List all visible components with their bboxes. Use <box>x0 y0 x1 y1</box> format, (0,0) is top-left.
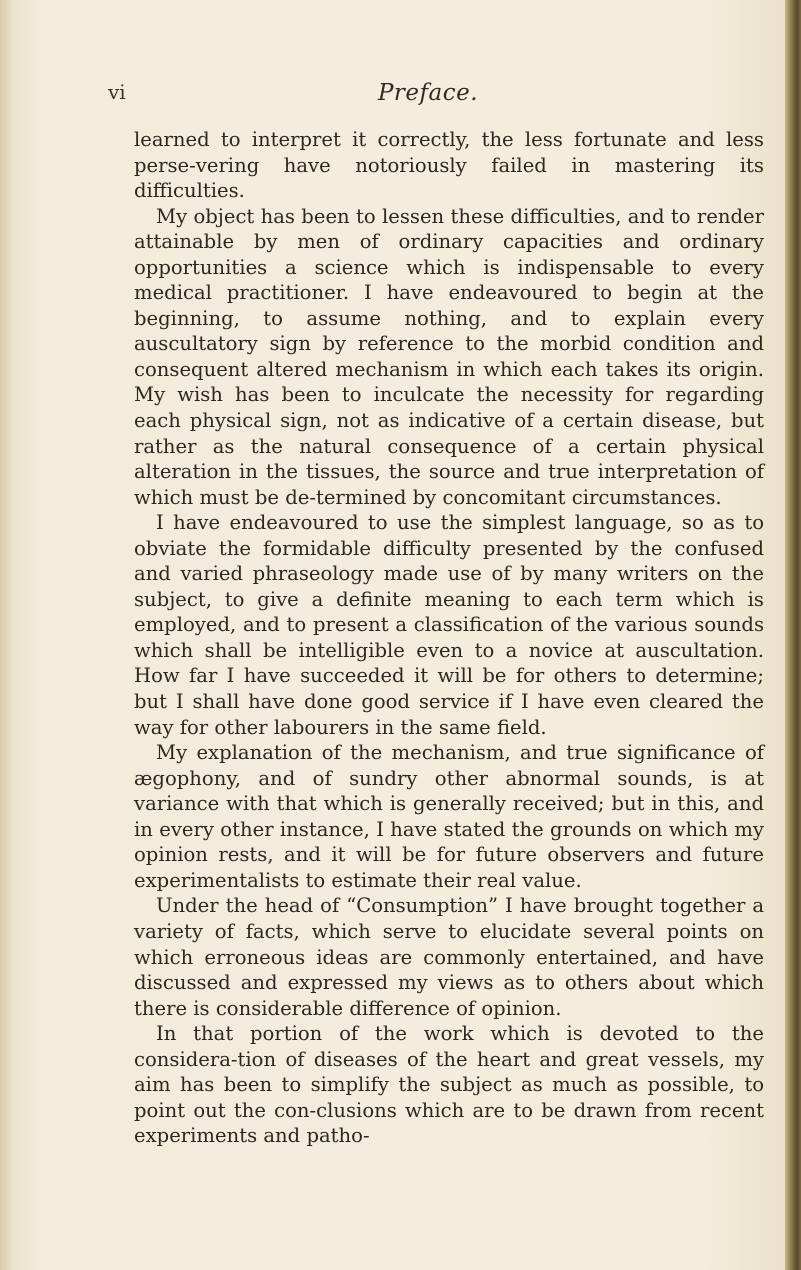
book-spine-edge <box>785 0 801 1270</box>
page-header <box>108 80 748 120</box>
paragraph: My explanation of the mechanism, and true significance of ægophony, and of sundry other abnormal sounds, is at variance with that which is generally received; but in this, and in every other instance, I have stated the grounds on which my opinion rests, and it will be for future observers and future experimentalists to estimate their real value. <box>134 741 764 892</box>
paragraph: learned to interpret it correctly, the less fortunate and less perse-vering have notoriously failed in mastering its difficulties. <box>134 128 764 203</box>
page-number: vi <box>108 80 126 104</box>
paragraph: In that portion of the work which is devoted to the considera-tion of diseases of the heart and great vessels, my aim has been to simplify the subject as much as possible, to point out the con-clusions which are to be drawn from recent experiments and patho- <box>134 1022 764 1148</box>
paragraph: I have endeavoured to use the simplest language, so as to obviate the formidable difficulty presented by the confused and varied phraseology made use of by many writers on the subject, to give a definite meaning to each term which is employed, and to present a classification of the various sounds which shall be intelligible even to a novice at auscultation. How far I have succeeded it will be for others to determine; but I shall have done good service if I have even cleared the way for other labourers in the same field. <box>134 511 764 739</box>
paragraph: Under the head of “Consumption” I have brought together a variety of facts, which serve to elucidate several points on which erroneous ideas are commonly entertained, and have discussed and expressed my views as to others about which there is considerable difference of opinion. <box>134 894 764 1020</box>
page-body <box>134 127 764 1149</box>
page-left-edge <box>0 0 12 1270</box>
running-title: Preface. <box>377 80 479 106</box>
paragraph: My object has been to lessen these difficulties, and to render attainable by men of ordinary capacities and ordinary opportunities a science which is indispensable to every medical practitioner. I have endeavoured to begin at the beginning, to assume nothing, and to explain every auscultatory sign by reference to the morbid condition and consequent altered mechanism in which each takes its origin. My wish has been to inculcate the necessity for regarding each physical sign, not as indicative of a certain disease, but rather as the natural consequence of a certain physical alteration in the tissues, the source and true interpretation of which must be de-termined by concomitant circumstances. <box>134 204 764 509</box>
